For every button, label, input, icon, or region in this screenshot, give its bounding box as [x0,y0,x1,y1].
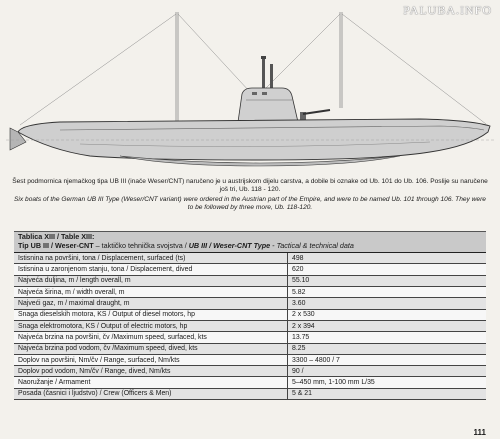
table-row [14,354,486,365]
table-row [14,366,486,377]
row-value: 8.25 [288,343,487,354]
caption-croatian: Šest podmornica njemačkog tipa UB III (inače Weser/CNT) naručeno je u austrijskom dijelu carstva, a dobile bi oznake od Ub. 101 do Ub. 106. Poslije su naručene još tri, Ub. 118 - 120. [12,178,488,194]
row-value: 5 & 21 [288,388,487,399]
spec-table [14,253,486,400]
table-row [14,309,486,320]
table-subtitle [18,242,482,251]
row-value: 3300 – 4800 / 7 [288,354,487,365]
table-row [14,275,486,286]
row-label: Najveća duljina, m / length overall, m [14,275,288,286]
table-row [14,264,486,275]
row-label: Najveća širina, m / width overall, m [14,287,288,298]
row-label: Najveći gaz, m / maximal draught, m [14,298,288,309]
table-row [14,320,486,331]
row-label: Snaga elektromotora, KS / Output of electric motors, hp [14,320,288,331]
table-row [14,343,486,354]
table-row [14,388,486,399]
row-label: Naoružanje / Armament [14,377,288,388]
row-value: 3.60 [288,298,487,309]
row-label: Doplov na površini, Nm/čv / Range, surfaced, Nm/kts [14,354,288,365]
subtitle-type: Tip UB III / Weser-CNT [18,240,94,250]
table-row [14,253,486,264]
watermark: PALUBA.INFO [403,3,492,17]
row-label: Posada (časnici i ljudstvo) / Crew (Officers & Men) [14,388,288,399]
row-value: 13.75 [288,332,487,343]
data-table [14,231,486,400]
row-label: Doplov pod vodom, Nm/čv / Range, dived, Nm/kts [14,366,288,377]
table-row [14,287,486,298]
row-value: 90 / [288,366,487,377]
row-value: 2 x 394 [288,320,487,331]
submarine-drawing [0,0,500,178]
row-label: Snaga dieselskih motora, KS / Output of diesel motors, hp [14,309,288,320]
table-header [14,231,486,253]
subtitle-end: - Tactical & technical data [270,240,354,250]
row-label: Najveća brzina na površini, čv /Maximum speed, surfaced, kts [14,332,288,343]
row-value: 5–450 mm, 1-100 mm L/35 [288,377,487,388]
row-value: 620 [288,264,487,275]
row-value: 2 x 530 [288,309,487,320]
row-value: 5.82 [288,287,487,298]
subtitle-type-en: UB III / Weser-CNT Type [188,240,271,250]
table-row [14,298,486,309]
caption-english: Six boats of the German UB III Type (Weser/CNT variant) were ordered in the Austrian part of the Empire, and were to be named Ub. 101 through 106. They were to be followed by three more, Ub. 118-120. [14,196,486,212]
table-title: Tablica XIII / Table XIII: [18,232,95,241]
row-label: Istisnina u zaronjenom stanju, tona / Displacement, dived [14,264,288,275]
subtitle-mid: – taktičko tehnička svojstva / [93,240,189,250]
row-value: 498 [288,253,487,264]
row-label: Najveća brzina pod vodom, čv /Maximum speed, dived, kts [14,343,288,354]
table-row [14,377,486,388]
row-value: 55.10 [288,275,487,286]
row-label: Istisnina na površini, tona / Displacement, surfaced (ts) [14,253,288,264]
table-row [14,332,486,343]
page-number: 111 [473,428,486,437]
